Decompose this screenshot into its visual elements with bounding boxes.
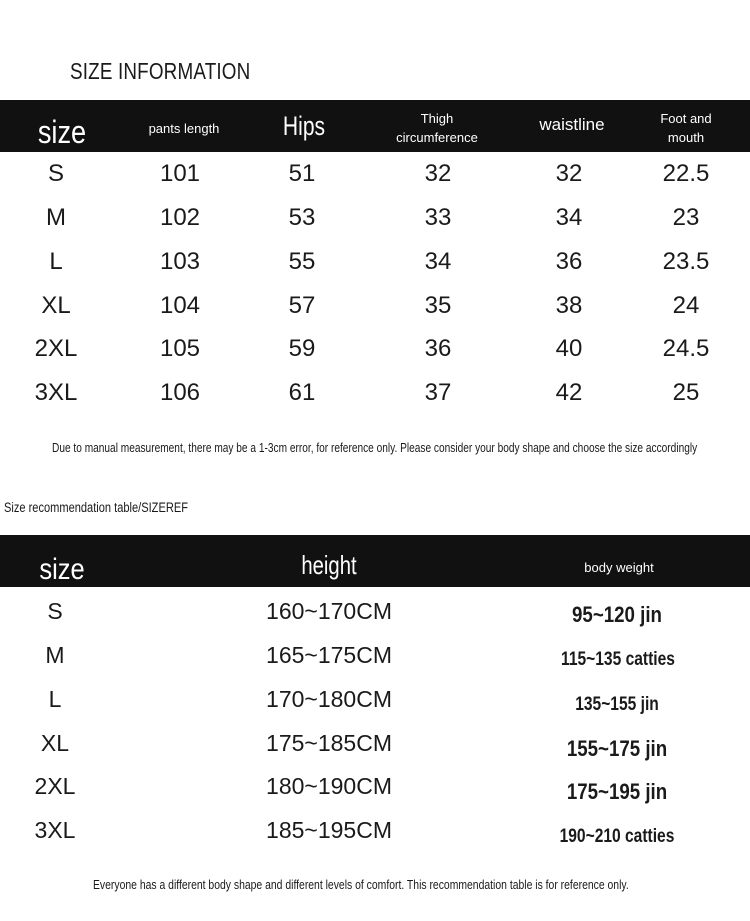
cell-body-weight: 135~155 jin [575, 694, 659, 715]
table-row [0, 678, 750, 722]
header-body-weight: body weight [584, 560, 654, 575]
cell-thigh: 34 [424, 248, 452, 275]
measurement-note: Due to manual measurement, there may be a 1-3cm error, for reference only. Please consider your body shape and choose the size accordingly [52, 440, 698, 455]
cell-size: M [45, 642, 65, 668]
cell-foot-mouth: 23 [672, 204, 700, 231]
header-thigh-circumference: Thigh circumference [396, 111, 478, 145]
header-size: size [39, 553, 85, 586]
cell-waistline: 38 [555, 292, 583, 319]
cell-thigh: 32 [424, 160, 452, 187]
cell-hips: 61 [288, 379, 316, 406]
cell-waistline: 36 [555, 248, 583, 275]
cell-foot-mouth: 24 [672, 292, 700, 319]
cell-height: 165~175CM [266, 642, 392, 668]
cell-thigh: 35 [424, 292, 452, 319]
cell-height: 170~180CM [266, 686, 392, 712]
table-row [0, 240, 750, 284]
cell-body-weight: 115~135 catties [561, 649, 675, 670]
cell-height: 160~170CM [266, 598, 392, 624]
cell-size: 2XL [34, 335, 78, 362]
header-pants-length: pants length [148, 121, 220, 136]
cell-height: 180~190CM [266, 773, 392, 799]
header-waistline: waistline [539, 115, 605, 134]
cell-waistline: 40 [555, 335, 583, 362]
table-row [0, 634, 750, 678]
cell-pants-length: 103 [159, 248, 201, 275]
header-foot-and-mouth: Foot and mouth [660, 111, 712, 145]
size-information-title: SIZE INFORMATION [70, 58, 251, 84]
cell-hips: 59 [288, 335, 316, 362]
cell-size: L [49, 248, 63, 275]
cell-size: 3XL [34, 817, 76, 843]
cell-size: 3XL [34, 379, 78, 406]
size-table-header [0, 100, 750, 152]
recommendation-note: Everyone has a different body shape and different levels of comfort. This recommendation table is for reference only. [93, 877, 629, 892]
table-row [0, 590, 750, 634]
table-row [0, 722, 750, 766]
cell-hips: 57 [288, 292, 316, 319]
cell-size: 2XL [34, 773, 76, 799]
cell-body-weight: 155~175 jin [566, 736, 668, 761]
cell-foot-mouth: 24.5 [662, 335, 710, 362]
recommendation-table-header [0, 535, 750, 587]
cell-body-weight: 175~195 jin [566, 779, 668, 804]
cell-body-weight: 95~120 jin [572, 602, 662, 627]
cell-height: 185~195CM [266, 817, 392, 843]
header-size: size [37, 114, 87, 150]
cell-size: M [46, 204, 66, 231]
cell-waistline: 34 [555, 204, 583, 231]
cell-thigh: 33 [424, 204, 452, 231]
cell-hips: 51 [288, 160, 316, 187]
cell-foot-mouth: 22.5 [662, 160, 710, 187]
cell-thigh: 36 [424, 335, 452, 362]
cell-body-weight: 190~210 catties [559, 826, 675, 847]
cell-pants-length: 106 [159, 379, 201, 406]
cell-size: XL [41, 292, 71, 319]
table-row [0, 152, 750, 196]
header-hips: Hips [282, 111, 326, 141]
cell-size: L [48, 686, 62, 712]
cell-size: S [47, 160, 65, 187]
cell-hips: 53 [288, 204, 316, 231]
table-row [0, 371, 750, 415]
cell-waistline: 42 [555, 379, 583, 406]
size-recommendation-subtitle: Size recommendation table/SIZEREF [4, 500, 188, 515]
cell-size: S [47, 598, 63, 624]
cell-height: 175~185CM [266, 730, 392, 756]
table-row [0, 327, 750, 371]
cell-pants-length: 102 [159, 204, 201, 231]
cell-hips: 55 [288, 248, 316, 275]
cell-pants-length: 105 [159, 335, 201, 362]
cell-pants-length: 104 [159, 292, 201, 319]
cell-foot-mouth: 25 [672, 379, 700, 406]
table-row [0, 765, 750, 809]
table-row [0, 809, 750, 853]
table-row [0, 196, 750, 240]
cell-thigh: 37 [424, 379, 452, 406]
table-row [0, 284, 750, 328]
cell-waistline: 32 [555, 160, 583, 187]
cell-pants-length: 101 [159, 160, 201, 187]
cell-size: XL [40, 730, 70, 756]
cell-foot-mouth: 23.5 [662, 248, 710, 275]
header-height: height [301, 550, 357, 580]
